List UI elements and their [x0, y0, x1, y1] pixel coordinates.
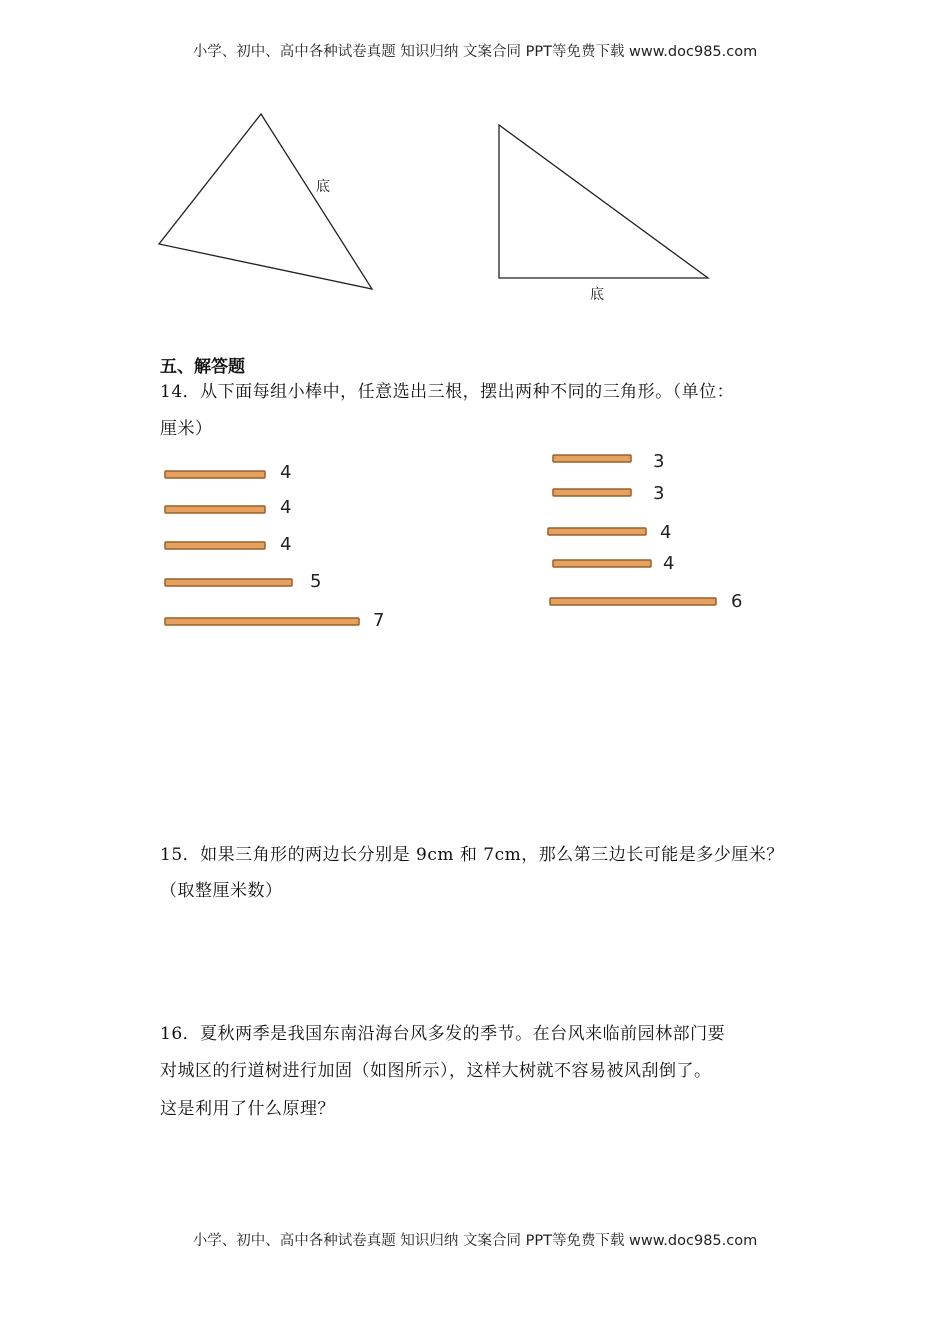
triangle-right-base-label: 底 [590, 287, 604, 303]
stick-group-1 [165, 462, 384, 631]
triangle-acute-base-label: 底 [316, 179, 330, 195]
stick [548, 528, 646, 535]
stick-length-label: 4 [280, 497, 292, 518]
question-16-line-2: 对城区的行道树进行加固（如图所示），这样大树就不容易被风刮倒了。 [160, 1061, 712, 1081]
stick-length-label: 4 [660, 522, 672, 543]
stick [165, 579, 292, 586]
page-footer: 小学、初中、高中各种试卷真题 知识归纳 文案合同 PPT等免费下载 www.doc985.com [192, 1233, 758, 1249]
stick-length-label: 7 [373, 610, 385, 631]
stick [165, 618, 359, 625]
triangle-acute [159, 114, 372, 289]
question-16-line-1: 16．夏秋两季是我国东南沿海台风多发的季节。在台风来临前园林部门要 [160, 1024, 726, 1044]
stick [550, 598, 716, 605]
stick [165, 542, 265, 549]
question-16-line-3: 这是利用了什么原理？ [160, 1099, 335, 1119]
stick-length-label: 3 [653, 483, 665, 504]
stick [553, 489, 631, 496]
question-14-line-2: 厘米） [160, 419, 213, 439]
stick-length-label: 4 [280, 462, 292, 483]
stick [165, 471, 265, 478]
section-title: 五、解答题 [160, 357, 245, 377]
stick [165, 506, 265, 513]
page-header: 小学、初中、高中各种试卷真题 知识归纳 文案合同 PPT等免费下载 www.doc985.com [192, 44, 758, 60]
question-15-line-1: 15．如果三角形的两边长分别是 9cm 和 7cm，那么第三边长可能是多少厘米？ [160, 845, 784, 865]
stick-group-2 [548, 451, 742, 612]
stick-length-label: 4 [280, 534, 292, 555]
triangle-right [499, 125, 708, 278]
stick [553, 455, 631, 462]
question-14-line-1: 14．从下面每组小棒中，任意选出三根，摆出两种不同的三角形。（单位： [160, 382, 735, 402]
stick [553, 560, 651, 567]
stick-length-label: 5 [310, 571, 322, 592]
stick-length-label: 6 [731, 591, 743, 612]
stick-length-label: 4 [663, 553, 675, 574]
stick-length-label: 3 [653, 451, 665, 472]
question-15-line-2: （取整厘米数） [160, 881, 283, 901]
